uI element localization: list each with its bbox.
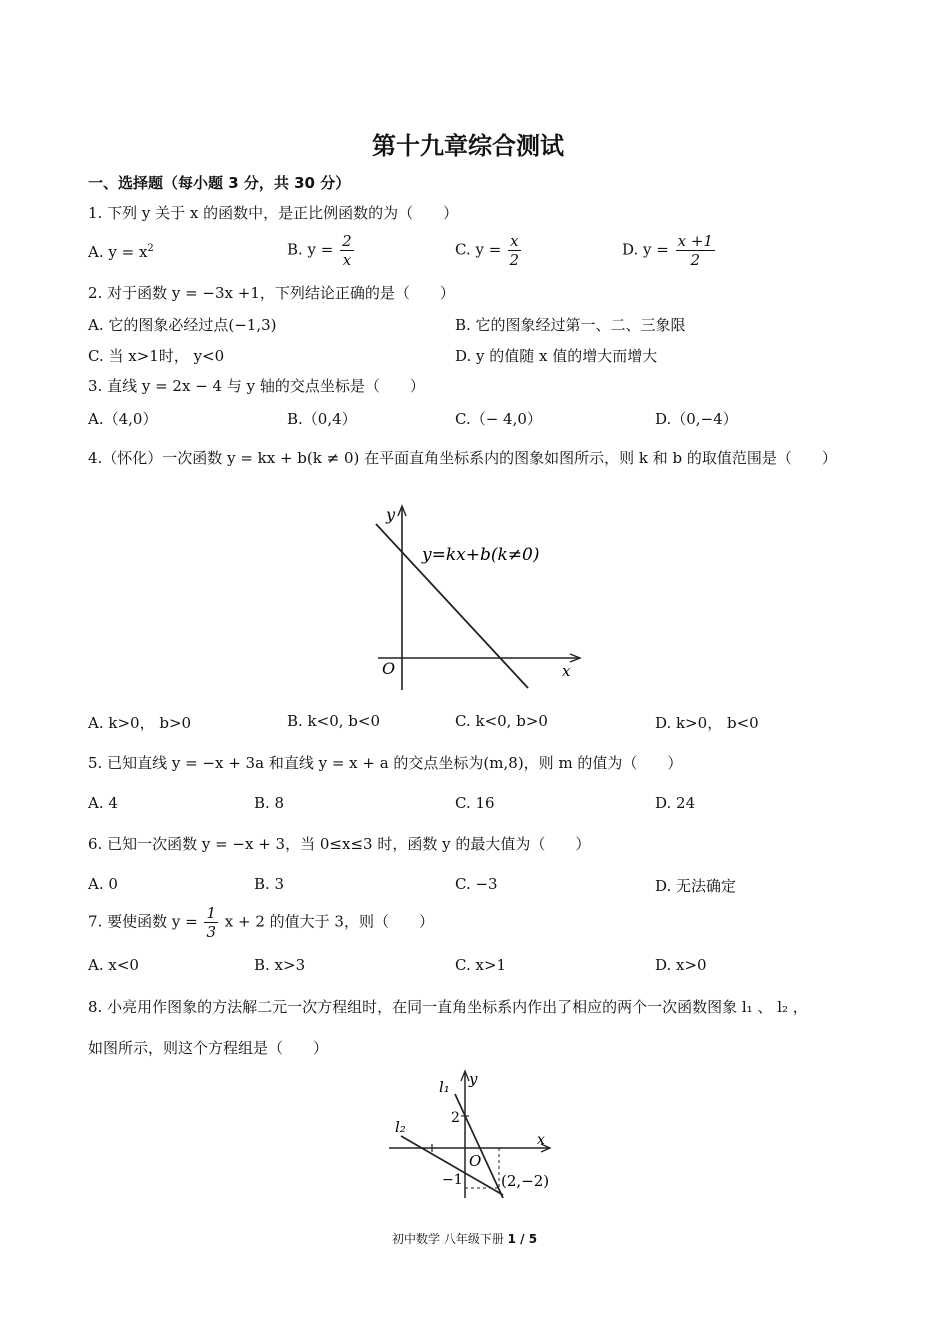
q7-option-a: A. x<0 — [88, 956, 139, 974]
q1-c-denominator: 2 — [509, 251, 520, 269]
q3-option-b: B.（0,4） — [287, 410, 357, 428]
q1-option-a — [88, 243, 154, 261]
q7-stem-prefix: 7. 要使函数 y = — [88, 912, 198, 931]
q7-option-b: B. x>3 — [254, 956, 306, 974]
question-4-stem: 4.（怀化）一次函数 y = kx + b(k ≠ 0) 在平面直角坐标系内的图象如图所示，则 k 和 b 的取值范围是（ ） — [88, 449, 837, 467]
q1-option-b — [287, 232, 356, 269]
q1-b-numerator: 2 — [342, 232, 352, 250]
q2-option-d: D. y 的值随 x 值的增大而增大 — [455, 347, 658, 365]
q3-option-d: D.（0,−4） — [655, 410, 738, 428]
q3-option-a: A.（4,0） — [88, 410, 158, 428]
q8-point-label: (2,−2) — [501, 1172, 550, 1190]
q4-origin-label: O — [382, 659, 396, 678]
q7-option-c: C. x>1 — [455, 956, 507, 974]
q6-option-d: D. 无法确定 — [655, 877, 737, 895]
section-heading: 一、选择题（每小题 3 分，共 30 分） — [88, 174, 351, 192]
q1-d-numerator: x +1 — [677, 232, 713, 250]
q1-b-denominator: x — [342, 251, 352, 269]
question-6-stem: 6. 已知一次函数 y = −x + 3，当 0≤x≤3 时，函数 y 的最大值为（ ） — [88, 835, 591, 853]
footer-text: 初中数学 八年级下册 — [392, 1232, 508, 1246]
q4-x-label: x — [562, 662, 571, 680]
q1-option-d-text: D. y = — [622, 240, 669, 259]
q2-option-b: B. 它的图象经过第一、二、三象限 — [455, 316, 686, 334]
q5-option-a: A. 4 — [88, 794, 118, 812]
q1-option-a-exponent: 2 — [147, 243, 154, 254]
question-2-stem: 2. 对于函数 y = −3x +1，下列结论正确的是（ ） — [88, 284, 455, 302]
q4-graph — [360, 500, 590, 695]
q8-l2-label: l₂ — [395, 1118, 406, 1136]
q1-option-d-fraction — [676, 232, 715, 269]
q8-graph — [385, 1068, 565, 1200]
q7-fraction — [204, 904, 218, 941]
q4-option-b: B. k<0, b<0 — [287, 712, 381, 730]
q8-l1-label: l₁ — [439, 1078, 450, 1096]
q7-numerator: 1 — [206, 904, 216, 922]
q2-option-c: C. 当 x>1时， y<0 — [88, 347, 225, 365]
q4-line-label: y=kx+b(k≠0) — [422, 545, 540, 565]
q1-d-denominator: 2 — [690, 251, 701, 269]
q3-option-c: C.（− 4,0） — [455, 410, 542, 428]
question-7-stem — [88, 904, 434, 941]
q4-option-a: A. k>0， b>0 — [88, 714, 192, 732]
page-footer — [392, 1230, 537, 1247]
question-5-stem: 5. 已知直线 y = −x + 3a 和直线 y = x + a 的交点坐标为(m,8)，则 m 的值为（ ） — [88, 754, 683, 772]
q8-origin-label: O — [469, 1152, 482, 1170]
q1-option-b-text: B. y = — [287, 240, 334, 259]
q6-option-a: A. 0 — [88, 875, 118, 893]
q1-option-d — [622, 232, 717, 269]
question-3-stem: 3. 直线 y = 2x − 4 与 y 轴的交点坐标是（ ） — [88, 377, 425, 395]
q4-option-d: D. k>0， b<0 — [655, 714, 759, 732]
q2-option-a: A. 它的图象必经过点(−1,3) — [88, 316, 277, 334]
q8-tick-m1-label: −1 — [442, 1172, 463, 1188]
q1-option-b-fraction — [340, 232, 354, 269]
q1-option-c — [455, 232, 523, 269]
q8-x-label: x — [537, 1132, 545, 1148]
q1-option-c-text: C. y = — [455, 240, 502, 259]
q5-option-c: C. 16 — [455, 794, 495, 812]
q7-option-d: D. x>0 — [655, 956, 707, 974]
question-1-stem: 1. 下列 y 关于 x 的函数中，是正比例函数的为（ ） — [88, 204, 459, 222]
question-8-stem-line2: 如图所示，则这个方程组是（ ） — [88, 1039, 329, 1057]
q1-c-numerator: x — [510, 232, 519, 250]
q4-y-label: y — [386, 505, 396, 524]
page-title: 第十九章综合测试 — [372, 132, 564, 160]
q7-stem-suffix: x + 2 的值大于 3，则（ ） — [224, 912, 434, 931]
q6-option-c: C. −3 — [455, 875, 498, 893]
q4-option-c: C. k<0, b>0 — [455, 712, 548, 730]
q8-tick-2-label: 2 — [451, 1110, 460, 1126]
q5-option-d: D. 24 — [655, 794, 696, 812]
q1-option-a-text: A. y = x — [88, 243, 148, 261]
q7-denominator: 3 — [206, 923, 216, 941]
q1-option-c-fraction — [508, 232, 520, 269]
footer-page-number: 1 / 5 — [507, 1232, 538, 1246]
question-8-stem-line1: 8. 小亮用作图象的方法解二元一次方程组时，在同一直角坐标系内作出了相应的两个一次函数图象 l₁ 、 l₂ ， — [88, 998, 808, 1016]
q8-y-label: y — [469, 1070, 478, 1088]
q5-option-b: B. 8 — [254, 794, 285, 812]
q6-option-b: B. 3 — [254, 875, 285, 893]
